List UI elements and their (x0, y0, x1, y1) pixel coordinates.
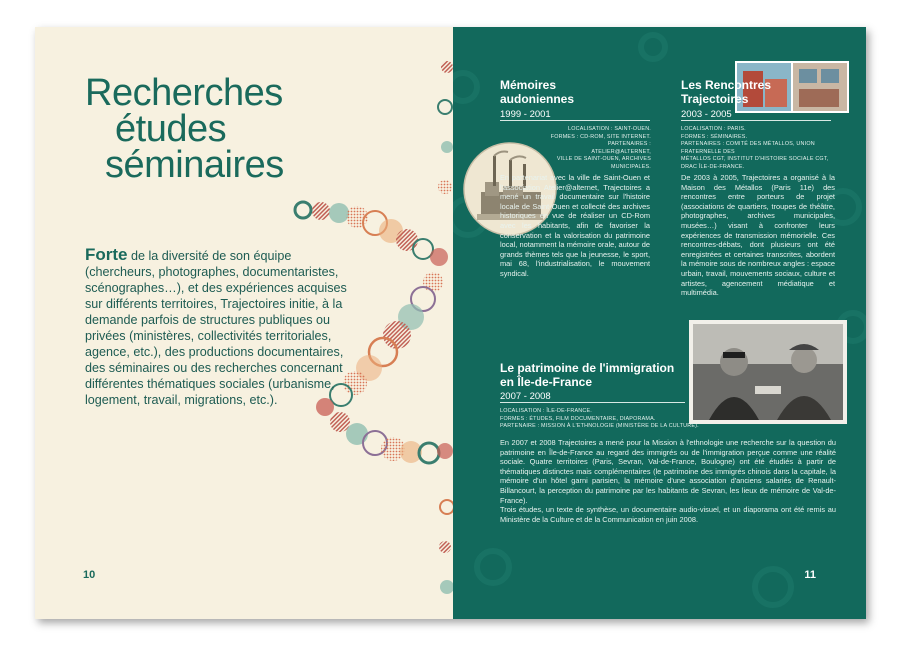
title-line-2: études (115, 108, 227, 150)
section3-title (500, 361, 674, 389)
title-line-3: séminaires (105, 144, 284, 186)
section2-meta (681, 126, 836, 172)
section1-years: 1999 - 2001 (500, 109, 650, 121)
section1-meta-line: PARTENAIRES : ATELIER@ALTERNET, (591, 141, 651, 155)
section3-meta-line: PARTENAIRE : MISSION À L'ETHNOLOGIE (MINISTÈRE DE LA CULTURE). (500, 423, 699, 430)
section1-title-line1: Mémoires (500, 78, 557, 92)
section1-meta (549, 126, 651, 172)
page-number-right: 11 (804, 569, 816, 581)
page-title (85, 72, 284, 186)
section3-body-text-1: En 2007 et 2008 Trajectoires a mené pour la Mission à l'ethnologie une recherche sur la question du patrimoine en Île-de-France au regard des immigrés ou de l'immigration perçue comme une réalité sociale. Quatre territoires (Paris, Sevran, Val-de-France, Boulogne) ont été étudiés à partir de thématiques distinctes mais complémentaires (le patrimoine des immigrés chinois dans la capitale, la mémoire d'un hôtel garni parisien, la mémoire d'une association d'anciens salariés de Renault-Billancourt, la perception du patrimoine par les habitants de Sevran, les lieux de mémoire de Val-de-France). (500, 438, 836, 505)
section3-years: 2007 - 2008 (500, 391, 685, 403)
title-line-1: Recherches (85, 72, 283, 114)
section1-meta-line: FORMES : CD-ROM, SITE INTERNET. (550, 133, 651, 140)
section1-meta-line: LOCALISATION : SAINT-OUEN. (568, 126, 651, 132)
section1-body (500, 173, 650, 279)
section1-body-text: En partenariat avec la ville de Saint-Ouen et l'association Atelier@alternet, Trajectoires a mené un travail documentaire sur l'histoire locale de Saint-Ouen et collecté des archives historiques en vue de réaliser un CD-Rom avec les habitants, afin de favoriser la conservation et la valorisation du patrimoine local, notamment la mémoire orale, autour de grands thèmes tels que la jeunesse, le sport, mai 68, l'industrialisation, le mouvement syndical. (500, 173, 650, 278)
section2-meta-line: DRAC ÎLE-DE-FRANCE. (681, 163, 745, 170)
section2-meta-line: FORMES : SÉMINAIRES. (681, 133, 748, 140)
section3-body-text-2: Trois études, un texte de synthèse, un documentaire audio-visuel, et un diaporama ont été remis au Ministère de la Culture et de la Communication en juin 2008. (500, 505, 836, 524)
section2-meta-line: LOCALISATION : PARIS. (681, 126, 746, 132)
section3-body (500, 438, 836, 524)
left-page (35, 27, 453, 619)
brochure-spread (35, 27, 866, 619)
intro-paragraph (85, 247, 363, 408)
section3-title-line2: en Île-de-France (500, 375, 593, 389)
section2-meta-line: PARTENAIRES : COMITÉ DES MÉTALLOS, UNION FRATERNELLE DES (681, 141, 815, 155)
section2-body (681, 173, 835, 298)
section1-title (500, 78, 574, 106)
section2-title (681, 78, 771, 106)
section2-title-line1: Les Rencontres (681, 78, 772, 92)
section2-body-text: De 2003 à 2005, Trajectoires a organisé à la Maison des Métallos (Paris 11e) des rencontres entre porteurs de projet (associations de quartiers, troupes de théâtre, photographes, archives municipales, musées…) visant à confronter leurs expériences de transmission mémorielle. Ces rencontres-débats, dont plusieurs ont été enregistrées et certaines transcrites, abordent la mémoire sous de nombreux angles : espace urbain, travail, mouvements sociaux, culture et artistes, agencement médiatique et multimédia. (681, 173, 835, 298)
section3-meta-line: FORMES : ÉTUDES, FILM DOCUMENTAIRE, DIAPORAMA. (500, 415, 656, 422)
section1-meta-line: VILLE DE SAINT-OUEN, ARCHIVES (556, 156, 651, 163)
section3-meta (500, 408, 720, 431)
section3-meta-line: LOCALISATION : ÎLE-DE-FRANCE. (500, 408, 592, 414)
section3-title-line1: Le patrimoine de l'immigration (500, 361, 675, 375)
section2-title-line2: Trajectoires (681, 92, 749, 106)
section1-title-line2: audoniennes (500, 92, 575, 106)
intro-lead-word: Forte (85, 245, 128, 264)
section1-meta-line: MUNICIPALES. (610, 163, 651, 170)
section2-years: 2003 - 2005 (681, 109, 831, 121)
section2-meta-line: MÉTALLOS CGT, INSTITUT D'HISTOIRE SOCIALE CGT, (681, 156, 829, 163)
intro-text: de la diversité de son équipe (chercheurs, photographes, documentaristes, scénographes…), et des expériences acquises sur différents territoires, Trajectoires initie, à la demande parfois de structures publiques ou privées (ministères, collectivités territoriales, agence, etc.), des productions documentaires, des séminaires ou des recherches concernant différentes thématiques sociales (urbanisme, logement, travail, migrations, etc.). (85, 249, 347, 407)
right-page (453, 27, 866, 619)
page-number-left: 10 (83, 569, 96, 581)
